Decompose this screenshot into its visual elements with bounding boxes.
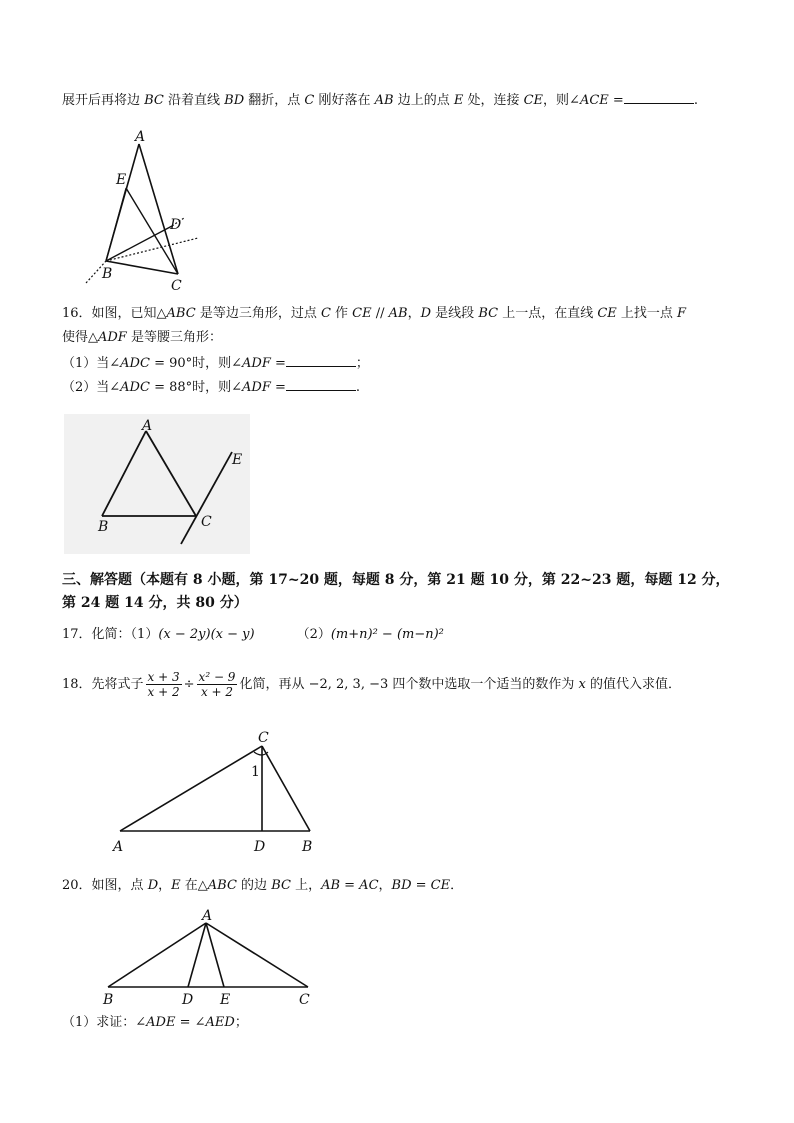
segment-AC: [139, 144, 178, 274]
figure-q20: [100, 905, 320, 1010]
text: =: [270, 356, 286, 371]
math: BD = CE: [391, 878, 451, 893]
q16-part2: [62, 378, 360, 397]
text: 的值代入求值．: [585, 677, 681, 692]
math: C: [304, 93, 315, 108]
math: x: [578, 677, 586, 692]
text: .: [355, 380, 361, 395]
text: （2）当∠: [62, 380, 121, 395]
segment-BC: [106, 261, 178, 274]
text: //: [371, 306, 389, 321]
text: 沿着直线: [163, 93, 225, 108]
text: ，: [407, 306, 421, 321]
text: 翻折，点: [244, 93, 305, 108]
math: E: [171, 878, 181, 893]
label-E: E: [116, 172, 127, 188]
q16-part1: [62, 354, 369, 373]
label-A: A: [202, 908, 213, 924]
label-E: E: [232, 452, 243, 468]
label-B: B: [103, 992, 114, 1008]
math: BC: [271, 878, 291, 893]
q16-line2: [62, 329, 222, 347]
denominator: x + 2: [147, 685, 180, 699]
q18: [62, 669, 681, 701]
math: AB: [388, 306, 408, 321]
math: ADF: [242, 356, 271, 371]
label-C: C: [201, 514, 212, 530]
math: AB = AC: [321, 878, 379, 893]
math: BC: [144, 93, 164, 108]
math: ADC: [120, 380, 150, 395]
label-A: A: [113, 839, 124, 855]
text: = 90°时，则∠: [149, 356, 243, 371]
math: E: [453, 93, 464, 108]
math: D: [420, 306, 432, 321]
answer-blank[interactable]: [286, 378, 356, 391]
text: 17．化简：（1）: [62, 627, 159, 642]
text: ．: [450, 878, 464, 893]
figure-q15: [76, 126, 206, 296]
text: 上，: [290, 878, 322, 893]
section-heading: 三、解答题（本题有 8 小题，第 17~20 题，每题 8 分，第 21 题 10 分，第 22~23 题，每题 12 分，: [62, 572, 730, 588]
fraction: [197, 670, 238, 699]
math: F: [677, 306, 687, 321]
answer-blank[interactable]: [286, 354, 356, 367]
label-D: D: [170, 217, 182, 233]
text: ，: [158, 878, 172, 893]
segment-AB: [102, 431, 146, 516]
text: 展开后再将边: [62, 93, 145, 108]
numerator: x² − 9: [198, 670, 236, 684]
text: = 88°时，则∠: [149, 380, 243, 395]
math: CE: [597, 306, 617, 321]
math: ADE: [146, 1015, 176, 1030]
label-angle-1: 1: [251, 764, 260, 780]
text: ，则∠: [543, 93, 580, 108]
text: 作: [330, 306, 353, 321]
text: 使得△: [62, 330, 98, 345]
text: 化简，再从 −2, 2, 3, −3 四个数中选取一个适当的数作为: [239, 677, 579, 692]
label-B: B: [102, 266, 113, 282]
math: AB: [374, 93, 394, 108]
label-C: C: [299, 992, 310, 1008]
segment-AC: [146, 431, 196, 516]
segment-BD: [106, 226, 172, 261]
q20-part1: [62, 1014, 248, 1032]
numerator: x + 3: [147, 670, 180, 684]
math: ACE: [579, 93, 609, 108]
text: 上找一点: [616, 306, 678, 321]
denominator: x + 2: [200, 685, 234, 699]
text: 16．如图，已知△: [62, 306, 167, 321]
text: 是等边三角形，过点: [195, 306, 321, 321]
q17: [62, 626, 444, 644]
dotted-line: [106, 238, 198, 261]
label-A: A: [142, 418, 153, 434]
label-C: C: [171, 278, 182, 294]
fraction: [146, 670, 182, 699]
math: BC: [478, 306, 499, 321]
text: 20．如图，点: [62, 878, 148, 893]
segment-CB: [262, 746, 310, 831]
section-heading-cont: 第 24 题 14 分，共 80 分）: [62, 595, 248, 611]
q15-text: [62, 91, 698, 110]
text: 的边: [236, 878, 272, 893]
label-E: E: [220, 992, 231, 1008]
math: ADC: [120, 356, 150, 371]
label-C: C: [258, 730, 269, 746]
text: 是等腰三角形：: [126, 330, 222, 345]
answer-blank[interactable]: [624, 91, 694, 104]
math: C: [320, 306, 331, 321]
text: ，: [378, 878, 392, 893]
math: ADF: [98, 330, 127, 345]
text: （1）求证：∠: [62, 1015, 147, 1030]
text: ；: [234, 1015, 248, 1030]
text: ；: [355, 356, 369, 371]
text: 是线段: [431, 306, 479, 321]
math-expression: (x − 2y)(x − y): [158, 627, 255, 642]
math: ABC: [166, 306, 196, 321]
text: = ∠: [175, 1015, 206, 1030]
text: 18．先将式子: [62, 677, 144, 692]
label-A: A: [135, 129, 146, 145]
math: CE: [523, 93, 544, 108]
label-D: D: [182, 992, 194, 1008]
figure-q16: [64, 414, 250, 554]
math-expression: (m+n)² − (m−n)²: [330, 627, 444, 642]
segment-AC: [120, 746, 262, 831]
text: （2）: [296, 627, 331, 642]
text: 处，连接: [463, 93, 524, 108]
line-CE: [181, 452, 232, 544]
text: 边上的点: [393, 93, 454, 108]
math: ABC: [207, 878, 237, 893]
text: =: [270, 380, 286, 395]
text: （1）当∠: [62, 356, 121, 371]
math: BD: [224, 93, 245, 108]
divide-sign: ÷: [183, 677, 195, 692]
math: D: [147, 878, 159, 893]
math: CE: [352, 306, 372, 321]
label-B: B: [302, 839, 313, 855]
text: 在△: [180, 878, 208, 893]
q16-line1: [62, 305, 686, 323]
math: AED: [205, 1015, 235, 1030]
q20: [62, 877, 463, 895]
figure-q19: [110, 728, 330, 858]
text: 刚好落在: [314, 93, 375, 108]
label-D: D: [254, 839, 266, 855]
label-B: B: [98, 519, 109, 535]
segment-BE: [106, 188, 126, 261]
text: .: [693, 93, 698, 108]
text: =: [608, 93, 624, 108]
math: ADF: [242, 380, 271, 395]
text: 上一点，在直线: [498, 306, 598, 321]
